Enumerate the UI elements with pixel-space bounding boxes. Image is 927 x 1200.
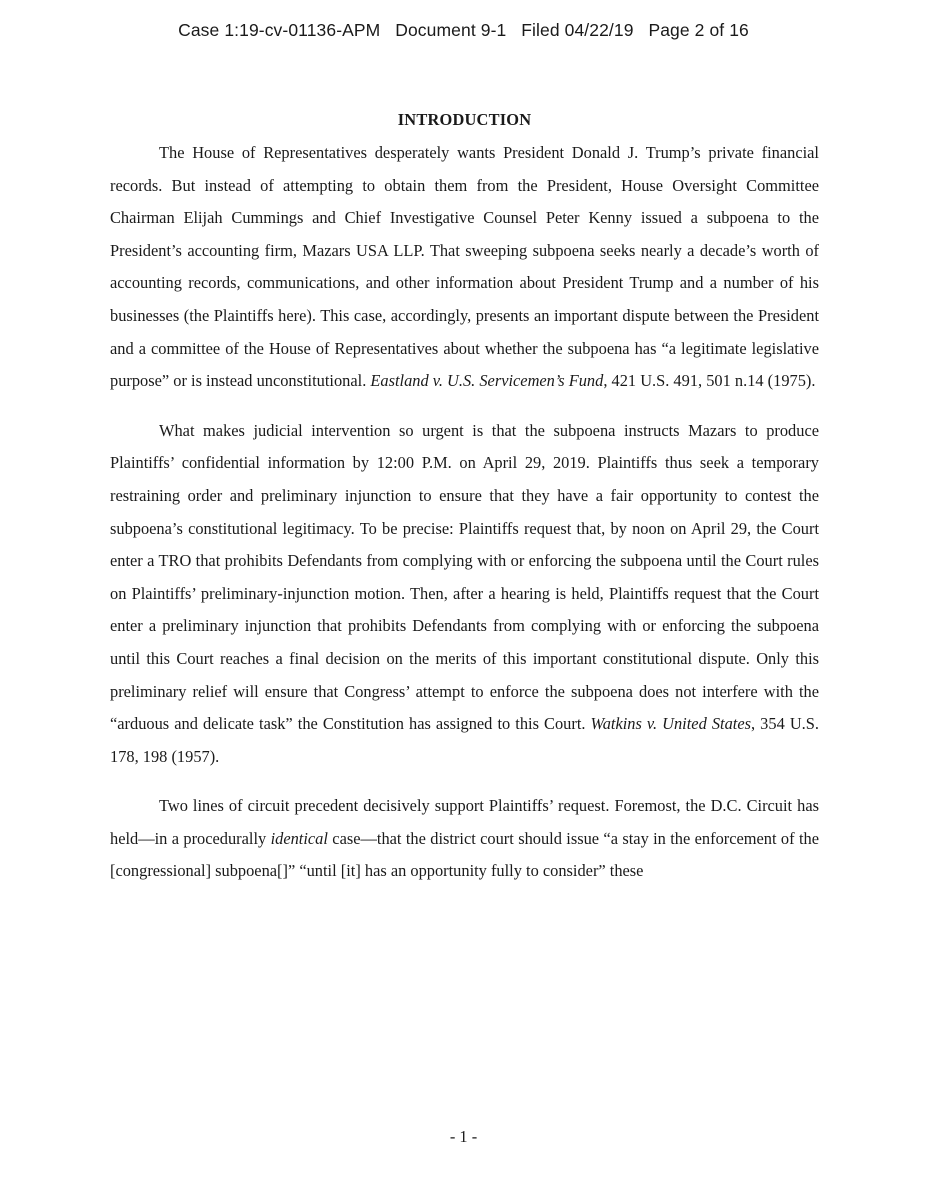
paragraph-text: What makes judicial intervention so urgent is that the subpoena instructs Mazars to produce Plaintiffs’ confidential information by 12:00 P.M. on April 29, 2019. Plaintiffs thus seek a temporary restraining order and preliminary injunction to ensure that they have a fair opportunity to contest the subpoena’s constitutional legitimacy. To be precise: Plaintiffs request that, by noon on April 29, the Court enter a TRO that prohibits Defendants from complying with or enforcing the subpoena until the Court rules on Plaintiffs’ preliminary-injunction motion. Then, after a hearing is held, Plaintiffs request that the Court enter a preliminary injunction that prohibits Defendants from complying with or enforcing the subpoena until this Court reaches a final decision on the merits of this important constitutional dispute. Only this preliminary relief will ensure that Congress’ attempt to enforce the subpoena does not interfere with the “arduous and delicate task” the Constitution has assigned to this Court. (110, 420, 819, 734)
paragraph-text: The House of Representatives desperately wants President Donald J. Trump’s private financial records. But instead of attempting to obtain them from the President, House Oversight Committee Chairman Elijah Cummings and Chief Investigative Counsel Peter Kenny issued a subpoena to the President’s accounting firm, Mazars USA LLP. That sweeping subpoena seeks nearly a decade’s worth of accounting records, communications, and other information about President Trump and a number of his businesses (the Plaintiffs here). This case, accordingly, presents an important dispute between the President and a committee of the House of Representatives about whether the subpoena has “a legitimate legislative purpose” or is instead unconstitutional. (110, 143, 819, 391)
paragraph-text: , 421 U.S. 491, 501 n.14 (1975). (603, 371, 816, 391)
paragraph-1 (110, 137, 819, 398)
section-title: INTRODUCTION (397, 110, 532, 129)
page-number: - 1 - (449, 1127, 478, 1146)
emphasis-identical: identical (270, 828, 328, 848)
document-body (110, 108, 819, 888)
case-citation-watkins: Watkins v. United States (590, 714, 751, 734)
paragraph-text: case—that the district court should issue “a stay in the enforcement of the [congressional] subpoena[]” “until [it] has an opportunity fully to consider” these (110, 828, 819, 881)
paragraph-3 (110, 790, 819, 888)
paragraph-2 (110, 415, 819, 774)
paragraph-text: , 354 U.S. 178, 198 (1957). (110, 714, 819, 766)
case-citation-eastland: Eastland v. U.S. Servicemen’s Fund (370, 371, 604, 391)
paragraph-text: Two lines of circuit precedent decisively support Plaintiffs’ request. Foremost, the D.C. Circuit has held—in a procedurally (110, 796, 819, 848)
ecf-case-header: Case 1:19-cv-01136-APM Document 9-1 Filed 04/22/19 Page 2 of 16 (178, 20, 749, 40)
